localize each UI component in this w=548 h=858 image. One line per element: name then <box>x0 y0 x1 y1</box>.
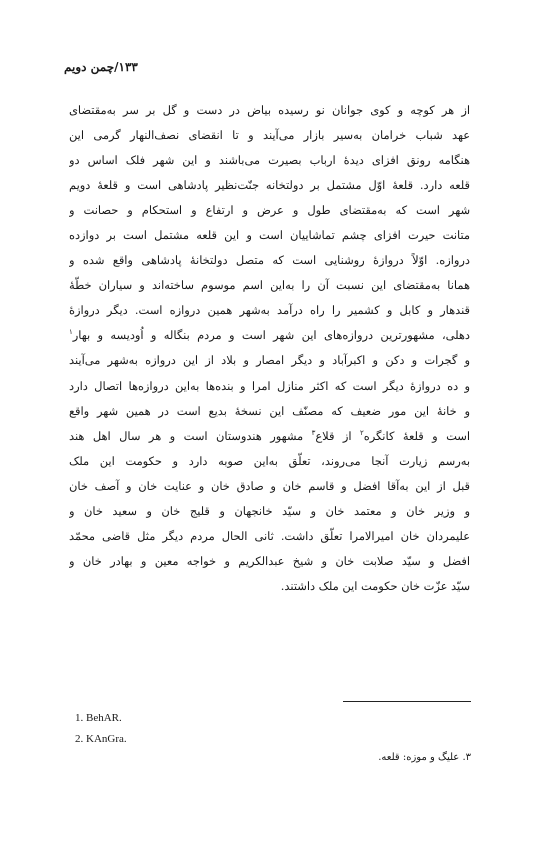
text-line: عهد شباب خرامان به‌سیر بازار می‌آیند و تا انقضای نصف‌النهار گرمی این <box>69 128 470 143</box>
text-line: و ده دروازهٔ دیگر است که اکثر منازل امرا و بنده‌ها به‌این دروازه‌ها اتصال دارد <box>69 378 470 393</box>
text-line: سیّد عزّت خان حکومت این ملک داشتند. <box>280 578 470 593</box>
footnote-divider <box>343 701 471 702</box>
text-line: دروازه. اوّلاً دروازهٔ روشنایی است که متصل دولتخانهٔ پادشاهی واقع شده و <box>69 253 470 268</box>
text-line: افضل و سیّد صلابت خان و شیخ عبدالکریم و خواجه معین و بهادر خان و <box>69 553 470 568</box>
text-line: قلعه دارد. قلعهٔ اوّل مشتمل بر دولتخانه جنّت‌نظیر پادشاهی است و قلعهٔ دویم <box>69 178 470 193</box>
text-line: هنگامه رونق افزای دیدهٔ ارباب بصیرت می‌باشند و این شهر فلک اساس دو <box>69 153 470 168</box>
footnote-1: 1. BehAR. <box>75 712 122 724</box>
text-line <box>69 323 470 348</box>
text-line: از هر کوچه و کوی جوانان نو رسیده بیاض در دست و گل بر سر به‌مقتضای <box>69 103 470 117</box>
text-span: مشهور هندوستان است و هر سال اهل هند <box>69 428 312 443</box>
text-line: و وزیر خان و معتمد خان و سیّد خانجهان و قلیج خان و سعید خان و <box>69 503 470 518</box>
text-span: است و قلعهٔ کانگره <box>363 428 470 443</box>
main-text <box>69 98 470 599</box>
text-line: قبل از این به‌آقا افضل و قاسم خان و صادق خان و عنایت خان و آصف خان <box>69 478 470 493</box>
footnote-marker: ۲ <box>360 428 364 437</box>
text-line: همانا به‌مقتضای این نسبت آن را به‌این اسم موسوم ساخته‌اند و سیاران خطّهٔ <box>69 278 470 293</box>
text-line: متانت حیرت افزای چشم تماشاییان است و این قلعه مشتمل است بر دوازده <box>69 228 470 243</box>
text-line: به‌رسم زیارت آنجا می‌روند، تعلّق به‌این صوبه دارد و حکومت این ملک <box>69 453 470 468</box>
text-line: قندهار و کابل و کشمیر را راه درآمد به‌شهر همین دروازه است. دیگر دروازهٔ <box>69 303 470 318</box>
text-span: دهلی، مشهورترین دروازه‌های این شهر است و مردم بنگاله و اُودیسه و بهار <box>72 328 470 343</box>
footnote-3: ۳. علیگ و موزه: قلعه. <box>378 752 471 763</box>
footnote-marker: ۳ <box>311 428 316 437</box>
text-span: از قلاع <box>315 428 360 443</box>
footnote-marker: ۱ <box>69 328 73 337</box>
text-line: شهر است که به‌مقتضای طول و عرض و ارتفاع و استحکام و حصانت و <box>69 203 470 218</box>
text-line: علیمردان خان امیرالامرا تعلّق داشت. ثانی الحال مردم دیگر مثل قاضی محمّد <box>69 528 470 543</box>
footnote-2: 2. KAnGra. <box>75 733 127 745</box>
text-line: و خانهٔ این مور ضعیف که مصنّف این نسخهٔ بدیع است در همین شهر واقع <box>69 403 470 418</box>
text-line: و گجرات و دکن و اکبرآباد و دیگر امصار و بلاد از این دروازه به‌شهر می‌آیند <box>69 353 470 368</box>
running-head: ۱۳۳/چمن دویم <box>64 60 138 74</box>
text-line <box>69 424 470 449</box>
